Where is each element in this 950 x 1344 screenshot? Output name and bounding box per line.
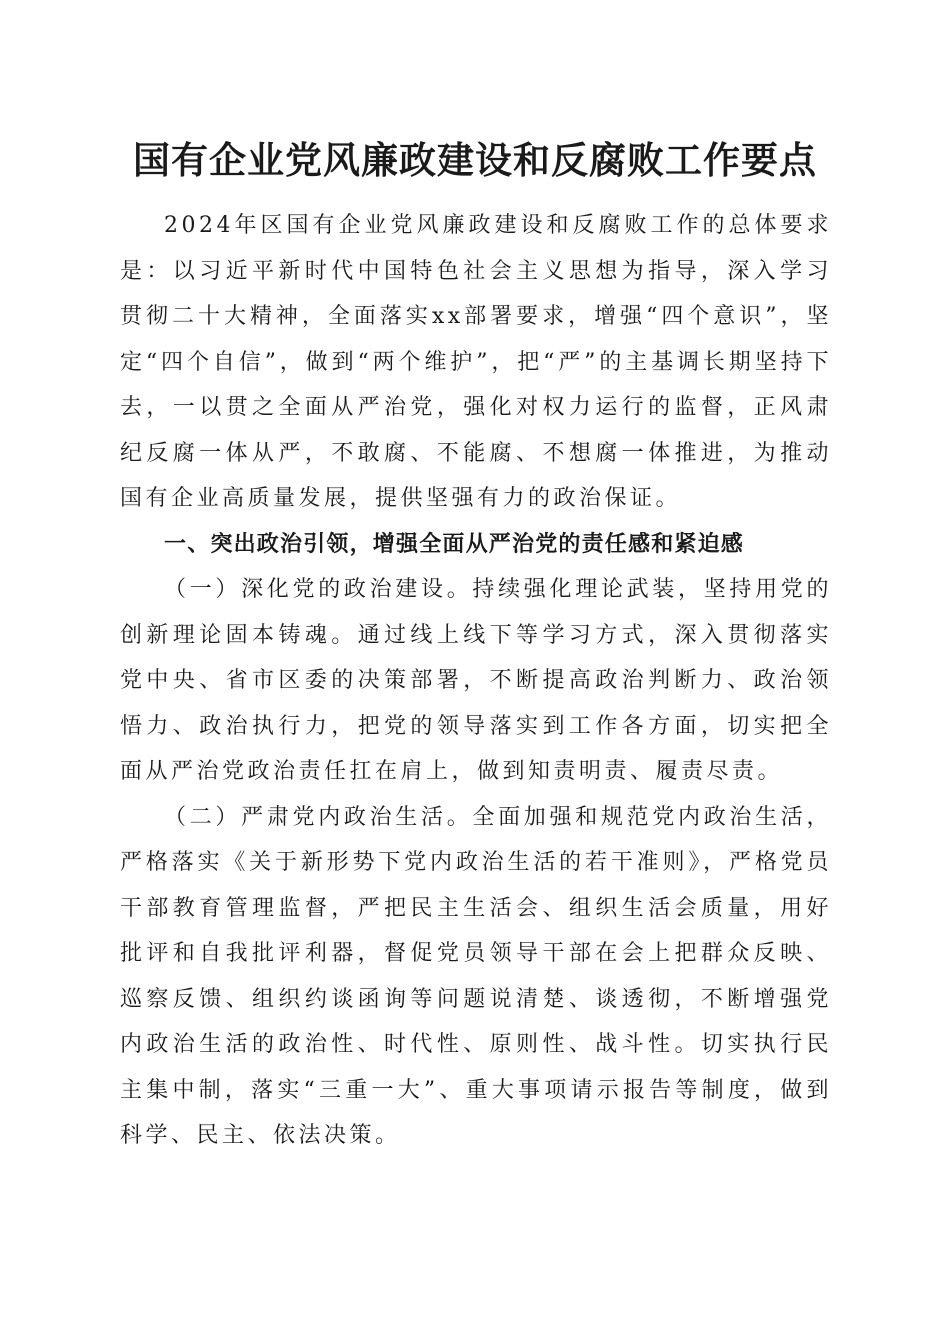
subsection-paragraph-2: （二）严肃党内政治生活。全面加强和规范党内政治生活，严格落实《关于新形势下党内政治生活的若干准则》，严格党员干部教育管理监督，严把民主生活会、组织生活会质量，用好批评和自我批评利器，督促党员领导干部在会上把群众反映、巡察反馈、组织约谈函询等问题说清楚、谈透彻，不断增强党内政治生活的政治性、时代性、原则性、战斗性。切实执行民主集中制，落实“三重一大”、重大事项请示报告等制度，做到科学、民主、依法决策。	[120, 804, 832, 1148]
section-heading-1: 一、突出政治引领，增强全面从严治党的责任感和紧迫感	[164, 531, 745, 557]
document-title: 国有企业党风廉政建设和反腐败工作要点	[133, 138, 817, 182]
intro-paragraph: 2024年区国有企业党风廉政建设和反腐败工作的总体要求是：以习近平新时代中国特色社会主义思想为指导，深入学习贯彻二十大精神，全面落实xx部署要求，增强“四个意识”，坚定“四个自信”，做到“两个维护”，把“严”的主基调长期坚持下去，一以贯之全面从严治党，强化对权力运行的监督，正风肃纪反腐一体从严，不敢腐、不能腐、不想腐一体推进，为推动国有企业高质量发展，提供坚强有力的政治保证。	[120, 213, 832, 511]
document-body	[120, 203, 832, 1159]
subsection-paragraph-1: （一）深化党的政治建设。持续强化理论武装，坚持用党的创新理论固本铸魂。通过线上线下等学习方式，深入贯彻落实党中央、省市区委的决策部署，不断提高政治判断力、政治领悟力、政治执行力，把党的领导落实到工作各方面，切实把全面从严治党政治责任扛在肩上，做到知责明责、履责尽责。	[120, 577, 832, 784]
